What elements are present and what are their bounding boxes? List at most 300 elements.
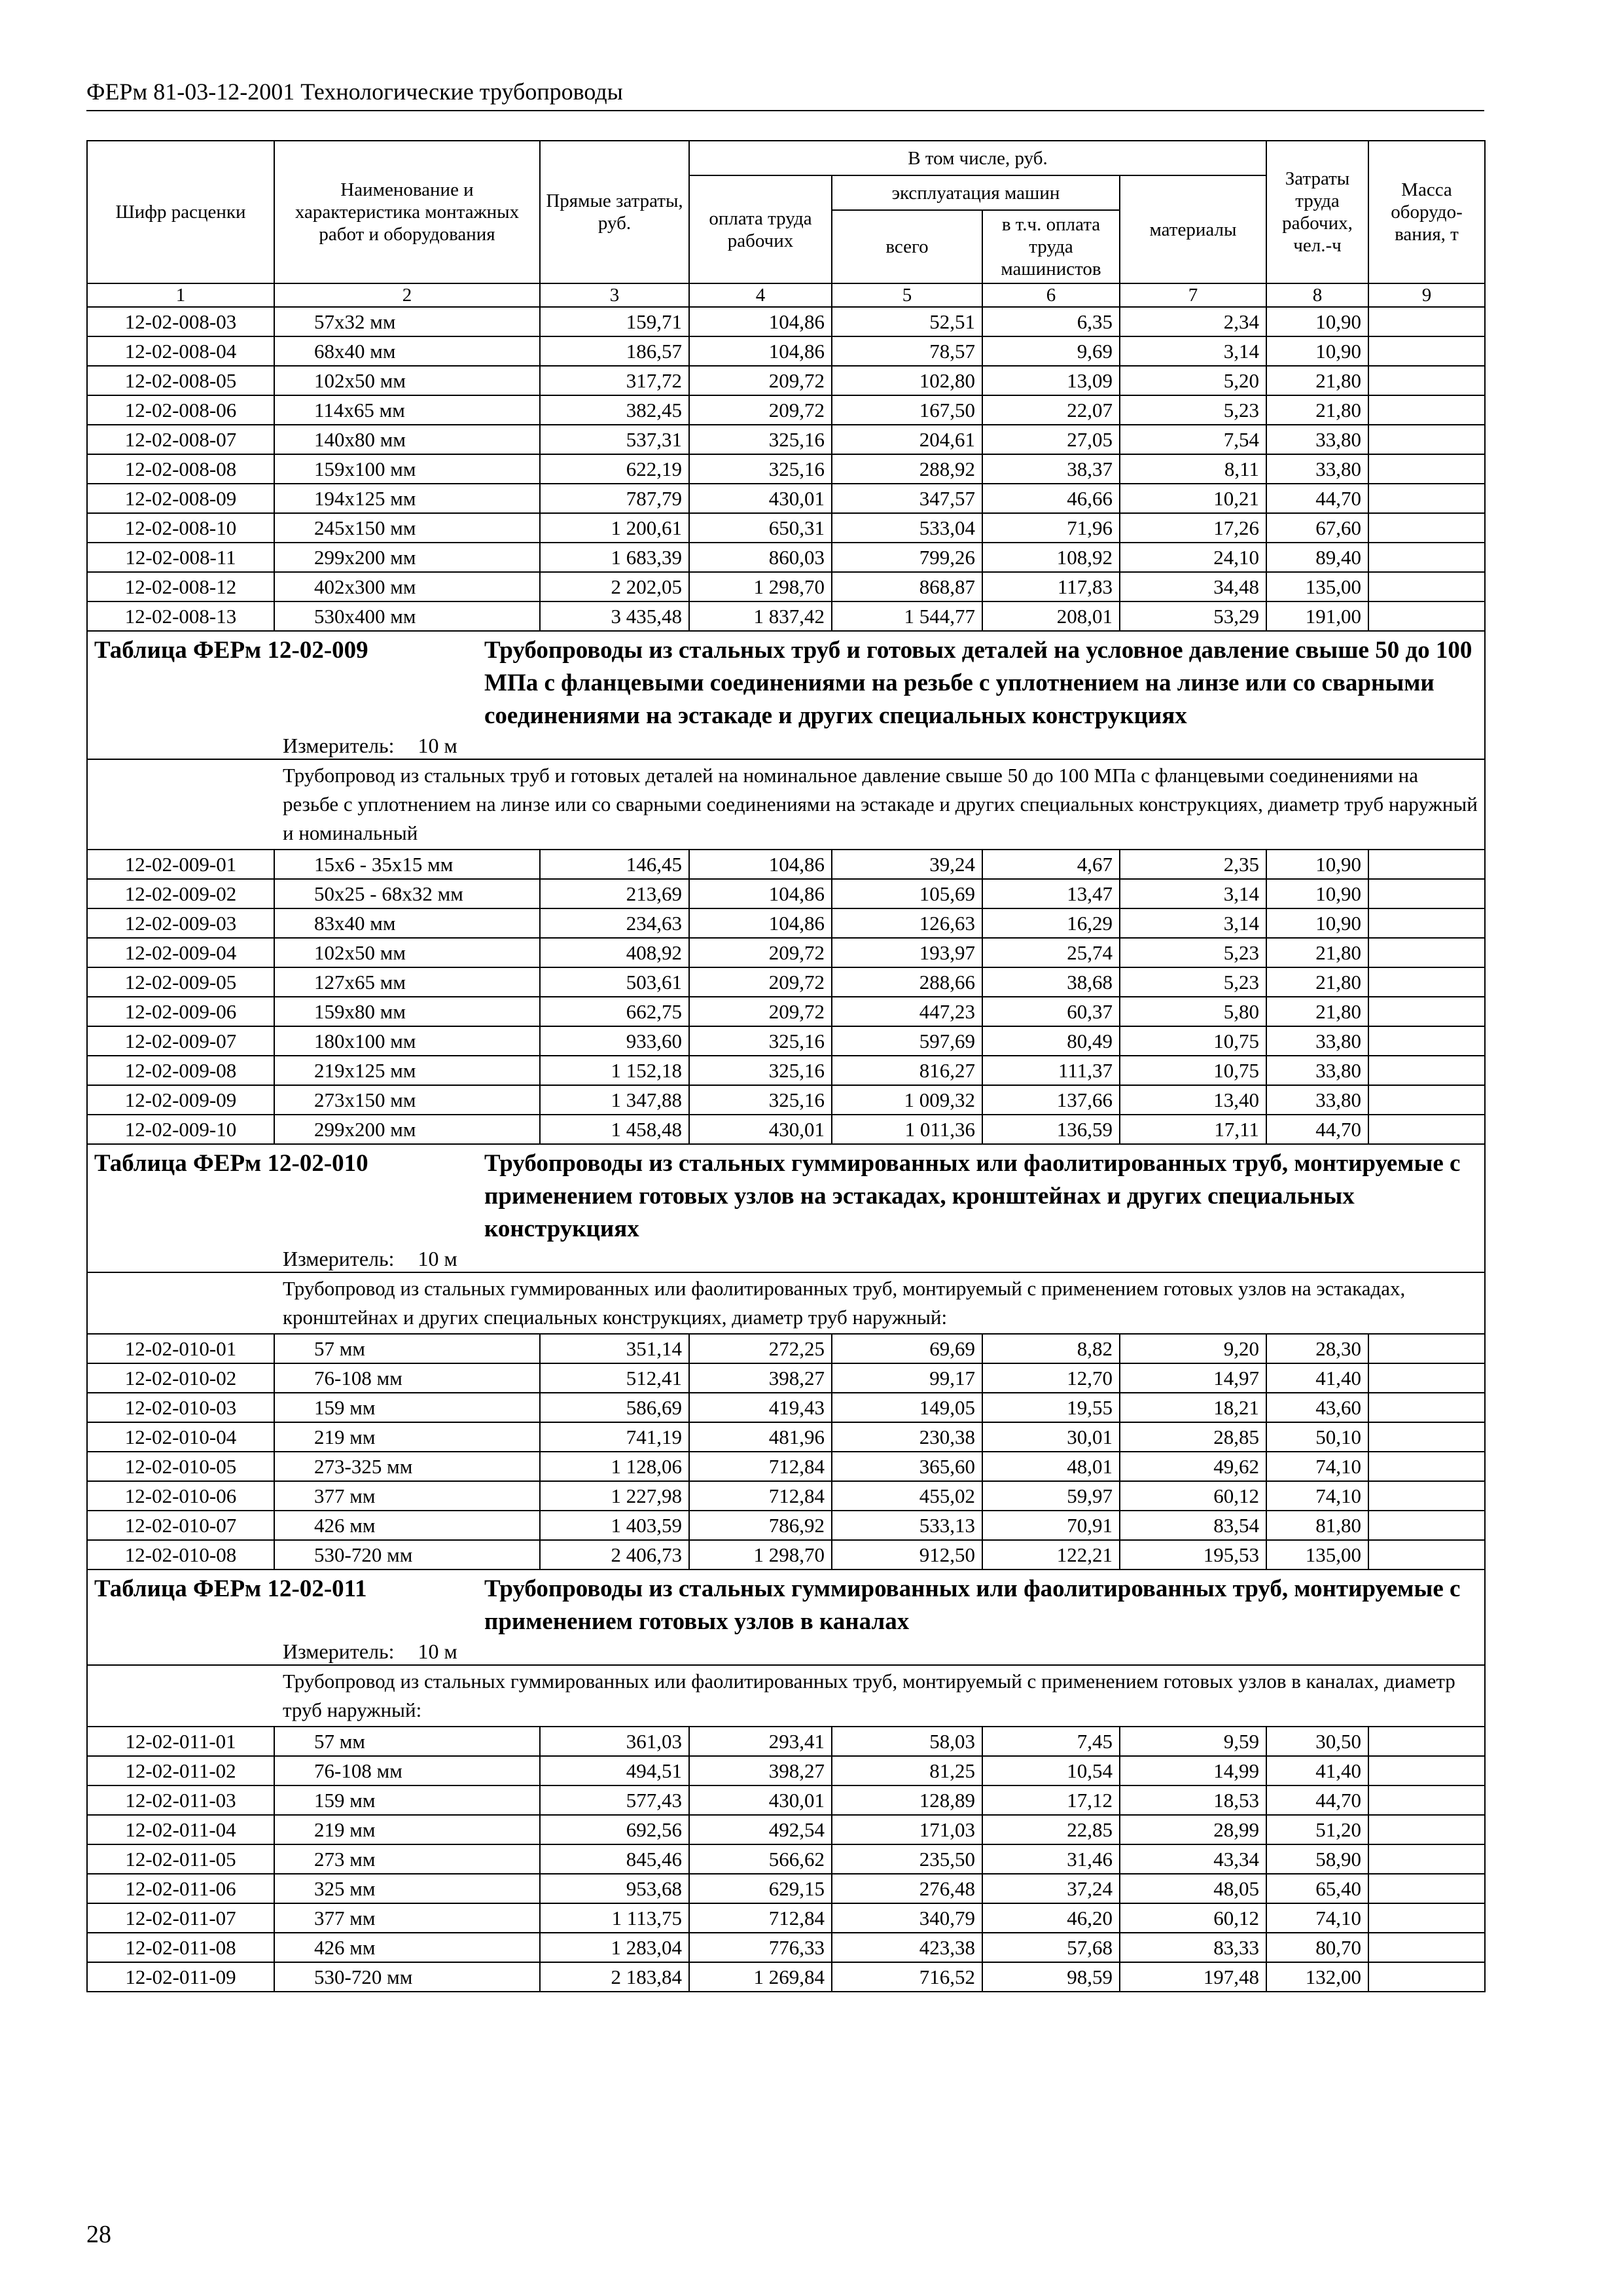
machinist-wages-cell: 60,37 xyxy=(982,997,1120,1026)
rate-code-cell: 12-02-011-09 xyxy=(87,1962,274,1992)
header-machinist-wages: в т.ч. оплата труда машинистов xyxy=(982,210,1120,283)
work-name-cell: 426 мм xyxy=(274,1511,540,1540)
materials-cell: 24,10 xyxy=(1120,543,1266,572)
section-title: Трубопроводы из стальных гуммированных или фаолитированных труб, монтируемые с применением готовых узлов в каналах xyxy=(484,1575,1461,1635)
header-including: В том числе, руб. xyxy=(689,141,1266,175)
wages-cell: 272,25 xyxy=(689,1334,832,1363)
direct-costs-cell: 361,03 xyxy=(540,1727,689,1756)
table-row xyxy=(87,938,1485,967)
equipment-mass-cell xyxy=(1368,1727,1485,1756)
table-row xyxy=(87,1815,1485,1844)
labor-hours-cell: 81,80 xyxy=(1266,1511,1368,1540)
rate-code-cell: 12-02-008-08 xyxy=(87,454,274,484)
table-body xyxy=(87,307,1485,1992)
machinist-wages-cell: 16,29 xyxy=(982,908,1120,938)
materials-cell: 34,48 xyxy=(1120,572,1266,601)
wages-cell: 209,72 xyxy=(689,938,832,967)
labor-hours-cell: 135,00 xyxy=(1266,572,1368,601)
machinist-wages-cell: 13,47 xyxy=(982,879,1120,908)
section-label: Таблица ФЕРм 12-02-011 xyxy=(94,1575,367,1602)
column-number: 1 xyxy=(87,283,274,307)
machinist-wages-cell: 38,37 xyxy=(982,454,1120,484)
section-header-row xyxy=(87,1570,1485,1665)
labor-hours-cell: 132,00 xyxy=(1266,1962,1368,1992)
direct-costs-cell: 186,57 xyxy=(540,336,689,366)
materials-cell: 10,75 xyxy=(1120,1026,1266,1056)
equipment-mass-cell xyxy=(1368,1452,1485,1481)
machines-total-cell: 1 011,36 xyxy=(832,1115,982,1144)
work-name-cell: 50x25 - 68x32 мм xyxy=(274,879,540,908)
header-materials: материалы xyxy=(1120,175,1266,283)
work-name-cell: 273x150 мм xyxy=(274,1085,540,1115)
machinist-wages-cell: 137,66 xyxy=(982,1085,1120,1115)
materials-cell: 18,21 xyxy=(1120,1393,1266,1422)
rate-code-cell: 12-02-008-10 xyxy=(87,513,274,543)
table-row xyxy=(87,336,1485,366)
table-row xyxy=(87,1962,1485,1992)
work-name-cell: 273 мм xyxy=(274,1844,540,1874)
labor-hours-cell: 135,00 xyxy=(1266,1540,1368,1570)
labor-hours-cell: 191,00 xyxy=(1266,601,1368,631)
machinist-wages-cell: 31,46 xyxy=(982,1844,1120,1874)
materials-cell: 5,23 xyxy=(1120,395,1266,425)
labor-hours-cell: 41,40 xyxy=(1266,1363,1368,1393)
wages-cell: 492,54 xyxy=(689,1815,832,1844)
column-number: 6 xyxy=(982,283,1120,307)
equipment-mass-cell xyxy=(1368,366,1485,395)
machinist-wages-cell: 70,91 xyxy=(982,1511,1120,1540)
direct-costs-cell: 787,79 xyxy=(540,484,689,513)
machinist-wages-cell: 71,96 xyxy=(982,513,1120,543)
equipment-mass-cell xyxy=(1368,425,1485,454)
direct-costs-cell: 146,45 xyxy=(540,850,689,879)
direct-costs-cell: 741,19 xyxy=(540,1422,689,1452)
wages-cell: 650,31 xyxy=(689,513,832,543)
materials-cell: 3,14 xyxy=(1120,879,1266,908)
labor-hours-cell: 43,60 xyxy=(1266,1393,1368,1422)
section-description: Трубопровод из стальных гуммированных или фаолитированных труб, монтируемый с применением готовых узлов на эстакадах, кронштейнах и других специальных конструкциях, диаметр труб наружный: xyxy=(87,1272,1485,1334)
materials-cell: 17,26 xyxy=(1120,513,1266,543)
machinist-wages-cell: 19,55 xyxy=(982,1393,1120,1422)
equipment-mass-cell xyxy=(1368,1844,1485,1874)
materials-cell: 17,11 xyxy=(1120,1115,1266,1144)
table-header xyxy=(87,141,1485,307)
table-row xyxy=(87,484,1485,513)
machines-total-cell: 69,69 xyxy=(832,1334,982,1363)
labor-hours-cell: 30,50 xyxy=(1266,1727,1368,1756)
machinist-wages-cell: 9,69 xyxy=(982,336,1120,366)
column-number: 8 xyxy=(1266,283,1368,307)
table-row xyxy=(87,1452,1485,1481)
machinist-wages-cell: 22,07 xyxy=(982,395,1120,425)
materials-cell: 5,23 xyxy=(1120,967,1266,997)
direct-costs-cell: 2 202,05 xyxy=(540,572,689,601)
equipment-mass-cell xyxy=(1368,1363,1485,1393)
labor-hours-cell: 33,80 xyxy=(1266,425,1368,454)
work-name-cell: 219 мм xyxy=(274,1815,540,1844)
direct-costs-cell: 1 403,59 xyxy=(540,1511,689,1540)
machinist-wages-cell: 208,01 xyxy=(982,601,1120,631)
machinist-wages-cell: 6,35 xyxy=(982,307,1120,336)
labor-hours-cell: 33,80 xyxy=(1266,1085,1368,1115)
wages-cell: 1 269,84 xyxy=(689,1962,832,1992)
table-row xyxy=(87,1085,1485,1115)
rate-code-cell: 12-02-010-08 xyxy=(87,1540,274,1570)
machinist-wages-cell: 108,92 xyxy=(982,543,1120,572)
table-row xyxy=(87,366,1485,395)
equipment-mass-cell xyxy=(1368,543,1485,572)
labor-hours-cell: 21,80 xyxy=(1266,967,1368,997)
work-name-cell: 159 мм xyxy=(274,1785,540,1815)
machinist-wages-cell: 57,68 xyxy=(982,1933,1120,1962)
table-row xyxy=(87,1844,1485,1874)
wages-cell: 1 298,70 xyxy=(689,572,832,601)
machines-total-cell: 447,23 xyxy=(832,997,982,1026)
section-description: Трубопровод из стальных труб и готовых деталей на номинальное давление свыше 50 до 100 МПа с фланцевыми соединениями на резьбе с уплотнением на линзе или со сварными соединениями на эстакаде и других специальных конструкциях, диаметр труб наружный и номинальный xyxy=(87,759,1485,850)
machines-total-cell: 78,57 xyxy=(832,336,982,366)
materials-cell: 10,21 xyxy=(1120,484,1266,513)
labor-hours-cell: 89,40 xyxy=(1266,543,1368,572)
section-label: Таблица ФЕРм 12-02-010 xyxy=(94,1150,368,1177)
section-description-row xyxy=(87,1272,1485,1334)
work-name-cell: 219 мм xyxy=(274,1422,540,1452)
section-description-row xyxy=(87,1665,1485,1727)
equipment-mass-cell xyxy=(1368,336,1485,366)
materials-cell: 3,14 xyxy=(1120,908,1266,938)
table-row xyxy=(87,572,1485,601)
labor-hours-cell: 44,70 xyxy=(1266,1115,1368,1144)
wages-cell: 104,86 xyxy=(689,307,832,336)
meter-label: Измеритель: xyxy=(283,734,395,757)
meter-value: 10 м xyxy=(418,1640,457,1663)
materials-cell: 3,14 xyxy=(1120,336,1266,366)
rate-code-cell: 12-02-008-03 xyxy=(87,307,274,336)
column-number: 9 xyxy=(1368,283,1485,307)
labor-hours-cell: 58,90 xyxy=(1266,1844,1368,1874)
table-row xyxy=(87,1481,1485,1511)
direct-costs-cell: 494,51 xyxy=(540,1756,689,1785)
header-machines-total: всего xyxy=(832,210,982,283)
wages-cell: 209,72 xyxy=(689,395,832,425)
machinist-wages-cell: 10,54 xyxy=(982,1756,1120,1785)
rates-table xyxy=(86,140,1486,1992)
header-name: Наименование и характеристика монтажных работ и оборудования xyxy=(274,141,540,283)
equipment-mass-cell xyxy=(1368,1026,1485,1056)
equipment-mass-cell xyxy=(1368,938,1485,967)
labor-hours-cell: 21,80 xyxy=(1266,395,1368,425)
wages-cell: 712,84 xyxy=(689,1903,832,1933)
labor-hours-cell: 10,90 xyxy=(1266,908,1368,938)
table-row xyxy=(87,1334,1485,1363)
section-meter xyxy=(94,1246,1478,1272)
direct-costs-cell: 512,41 xyxy=(540,1363,689,1393)
machines-total-cell: 816,27 xyxy=(832,1056,982,1085)
direct-costs-cell: 1 152,18 xyxy=(540,1056,689,1085)
work-name-cell: 426 мм xyxy=(274,1933,540,1962)
labor-hours-cell: 21,80 xyxy=(1266,366,1368,395)
machines-total-cell: 799,26 xyxy=(832,543,982,572)
table-row xyxy=(87,1933,1485,1962)
wages-cell: 629,15 xyxy=(689,1874,832,1903)
materials-cell: 60,12 xyxy=(1120,1481,1266,1511)
labor-hours-cell: 33,80 xyxy=(1266,1026,1368,1056)
header-wages: оплата труда рабочих xyxy=(689,175,832,283)
rate-code-cell: 12-02-011-07 xyxy=(87,1903,274,1933)
work-name-cell: 530-720 мм xyxy=(274,1962,540,1992)
meter-label: Измеритель: xyxy=(283,1640,395,1663)
work-name-cell: 15x6 - 35x15 мм xyxy=(274,850,540,879)
machinist-wages-cell: 38,68 xyxy=(982,967,1120,997)
table-row xyxy=(87,1393,1485,1422)
document-header: ФЕРм 81-03-12-2001 Технологические трубопроводы xyxy=(86,77,1484,111)
page-number: 28 xyxy=(86,2221,111,2248)
machines-total-cell: 288,92 xyxy=(832,454,982,484)
section-description: Трубопровод из стальных гуммированных или фаолитированных труб, монтируемый с применением готовых узлов в каналах, диаметр труб наружный: xyxy=(87,1665,1485,1727)
direct-costs-cell: 159,71 xyxy=(540,307,689,336)
table-row xyxy=(87,425,1485,454)
table-row xyxy=(87,1511,1485,1540)
labor-hours-cell: 10,90 xyxy=(1266,850,1368,879)
labor-hours-cell: 10,90 xyxy=(1266,336,1368,366)
direct-costs-cell: 234,63 xyxy=(540,908,689,938)
equipment-mass-cell xyxy=(1368,572,1485,601)
header-mass: Масса оборудо-вания, т xyxy=(1368,141,1485,283)
machinist-wages-cell: 22,85 xyxy=(982,1815,1120,1844)
wages-cell: 430,01 xyxy=(689,484,832,513)
table-row xyxy=(87,1785,1485,1815)
rate-code-cell: 12-02-009-04 xyxy=(87,938,274,967)
wages-cell: 325,16 xyxy=(689,425,832,454)
direct-costs-cell: 1 283,04 xyxy=(540,1933,689,1962)
rate-code-cell: 12-02-011-01 xyxy=(87,1727,274,1756)
machines-total-cell: 58,03 xyxy=(832,1727,982,1756)
wages-cell: 104,86 xyxy=(689,908,832,938)
machines-total-cell: 533,04 xyxy=(832,513,982,543)
machines-total-cell: 128,89 xyxy=(832,1785,982,1815)
section-meter xyxy=(94,732,1478,759)
labor-hours-cell: 51,20 xyxy=(1266,1815,1368,1844)
labor-hours-cell: 28,30 xyxy=(1266,1334,1368,1363)
work-name-cell: 180x100 мм xyxy=(274,1026,540,1056)
equipment-mass-cell xyxy=(1368,850,1485,879)
section-header-row xyxy=(87,1144,1485,1272)
materials-cell: 5,20 xyxy=(1120,366,1266,395)
machinist-wages-cell: 25,74 xyxy=(982,938,1120,967)
materials-cell: 5,23 xyxy=(1120,938,1266,967)
table-row xyxy=(87,1874,1485,1903)
wages-cell: 209,72 xyxy=(689,997,832,1026)
work-name-cell: 127x65 мм xyxy=(274,967,540,997)
section-title: Трубопроводы из стальных труб и готовых деталей на условное давление свыше 50 до 100 МПа с фланцевыми соединениями на резьбе с уплотнением на линзе или со сварными соединениями на эстакаде и других специальных конструкциях xyxy=(484,637,1472,729)
rate-code-cell: 12-02-008-12 xyxy=(87,572,274,601)
work-name-cell: 102x50 мм xyxy=(274,938,540,967)
table-row xyxy=(87,1056,1485,1085)
machinist-wages-cell: 80,49 xyxy=(982,1026,1120,1056)
materials-cell: 60,12 xyxy=(1120,1903,1266,1933)
wages-cell: 209,72 xyxy=(689,967,832,997)
machines-total-cell: 340,79 xyxy=(832,1903,982,1933)
direct-costs-cell: 1 347,88 xyxy=(540,1085,689,1115)
section-header xyxy=(87,631,1485,759)
materials-cell: 14,99 xyxy=(1120,1756,1266,1785)
column-number: 7 xyxy=(1120,283,1266,307)
work-name-cell: 76-108 мм xyxy=(274,1363,540,1393)
materials-cell: 13,40 xyxy=(1120,1085,1266,1115)
equipment-mass-cell xyxy=(1368,1785,1485,1815)
table-row xyxy=(87,1540,1485,1570)
wages-cell: 325,16 xyxy=(689,1085,832,1115)
equipment-mass-cell xyxy=(1368,1874,1485,1903)
machines-total-cell: 204,61 xyxy=(832,425,982,454)
work-name-cell: 325 мм xyxy=(274,1874,540,1903)
rate-code-cell: 12-02-010-05 xyxy=(87,1452,274,1481)
table-row xyxy=(87,879,1485,908)
machinist-wages-cell: 111,37 xyxy=(982,1056,1120,1085)
equipment-mass-cell xyxy=(1368,395,1485,425)
table-row xyxy=(87,850,1485,879)
work-name-cell: 299x200 мм xyxy=(274,1115,540,1144)
work-name-cell: 159x100 мм xyxy=(274,454,540,484)
materials-cell: 9,20 xyxy=(1120,1334,1266,1363)
materials-cell: 53,29 xyxy=(1120,601,1266,631)
wages-cell: 325,16 xyxy=(689,454,832,484)
materials-cell: 9,59 xyxy=(1120,1727,1266,1756)
work-name-cell: 102x50 мм xyxy=(274,366,540,395)
labor-hours-cell: 67,60 xyxy=(1266,513,1368,543)
machines-total-cell: 81,25 xyxy=(832,1756,982,1785)
materials-cell: 83,33 xyxy=(1120,1933,1266,1962)
labor-hours-cell: 80,70 xyxy=(1266,1933,1368,1962)
wages-cell: 712,84 xyxy=(689,1452,832,1481)
table-row xyxy=(87,908,1485,938)
machines-total-cell: 1 009,32 xyxy=(832,1085,982,1115)
direct-costs-cell: 503,61 xyxy=(540,967,689,997)
machines-total-cell: 423,38 xyxy=(832,1933,982,1962)
labor-hours-cell: 44,70 xyxy=(1266,1785,1368,1815)
equipment-mass-cell xyxy=(1368,454,1485,484)
machines-total-cell: 912,50 xyxy=(832,1540,982,1570)
rate-code-cell: 12-02-010-06 xyxy=(87,1481,274,1511)
labor-hours-cell: 50,10 xyxy=(1266,1422,1368,1452)
column-number-row xyxy=(87,283,1485,307)
wages-cell: 776,33 xyxy=(689,1933,832,1962)
machines-total-cell: 597,69 xyxy=(832,1026,982,1056)
work-name-cell: 273-325 мм xyxy=(274,1452,540,1481)
materials-cell: 8,11 xyxy=(1120,454,1266,484)
section-header xyxy=(87,1144,1485,1272)
rate-code-cell: 12-02-011-06 xyxy=(87,1874,274,1903)
labor-hours-cell: 33,80 xyxy=(1266,454,1368,484)
section-title: Трубопроводы из стальных гуммированных или фаолитированных труб, монтируемые с применением готовых узлов на эстакадах, кронштейнах и других специальных конструкциях xyxy=(484,1150,1461,1242)
rate-code-cell: 12-02-011-04 xyxy=(87,1815,274,1844)
direct-costs-cell: 1 227,98 xyxy=(540,1481,689,1511)
table-row xyxy=(87,967,1485,997)
work-name-cell: 159 мм xyxy=(274,1393,540,1422)
direct-costs-cell: 933,60 xyxy=(540,1026,689,1056)
work-name-cell: 57x32 мм xyxy=(274,307,540,336)
table-row xyxy=(87,454,1485,484)
machinist-wages-cell: 59,97 xyxy=(982,1481,1120,1511)
machines-total-cell: 288,66 xyxy=(832,967,982,997)
rate-code-cell: 12-02-009-10 xyxy=(87,1115,274,1144)
equipment-mass-cell xyxy=(1368,513,1485,543)
equipment-mass-cell xyxy=(1368,997,1485,1026)
machinist-wages-cell: 4,67 xyxy=(982,850,1120,879)
work-name-cell: 245x150 мм xyxy=(274,513,540,543)
rate-code-cell: 12-02-010-01 xyxy=(87,1334,274,1363)
table-row xyxy=(87,395,1485,425)
equipment-mass-cell xyxy=(1368,1903,1485,1933)
section-meter xyxy=(94,1638,1478,1664)
table-row xyxy=(87,1115,1485,1144)
machinist-wages-cell: 13,09 xyxy=(982,366,1120,395)
direct-costs-cell: 1 113,75 xyxy=(540,1903,689,1933)
materials-cell: 28,85 xyxy=(1120,1422,1266,1452)
column-number: 4 xyxy=(689,283,832,307)
work-name-cell: 402x300 мм xyxy=(274,572,540,601)
rate-code-cell: 12-02-009-05 xyxy=(87,967,274,997)
direct-costs-cell: 2 406,73 xyxy=(540,1540,689,1570)
machinist-wages-cell: 48,01 xyxy=(982,1452,1120,1481)
rate-code-cell: 12-02-008-07 xyxy=(87,425,274,454)
direct-costs-cell: 213,69 xyxy=(540,879,689,908)
machinist-wages-cell: 46,66 xyxy=(982,484,1120,513)
equipment-mass-cell xyxy=(1368,1933,1485,1962)
table-row xyxy=(87,1422,1485,1452)
direct-costs-cell: 662,75 xyxy=(540,997,689,1026)
equipment-mass-cell xyxy=(1368,1481,1485,1511)
equipment-mass-cell xyxy=(1368,967,1485,997)
section-header xyxy=(87,1570,1485,1665)
column-number: 5 xyxy=(832,283,982,307)
labor-hours-cell: 74,10 xyxy=(1266,1903,1368,1933)
direct-costs-cell: 3 435,48 xyxy=(540,601,689,631)
materials-cell: 197,48 xyxy=(1120,1962,1266,1992)
equipment-mass-cell xyxy=(1368,1540,1485,1570)
materials-cell: 48,05 xyxy=(1120,1874,1266,1903)
machines-total-cell: 171,03 xyxy=(832,1815,982,1844)
wages-cell: 325,16 xyxy=(689,1056,832,1085)
machines-total-cell: 149,05 xyxy=(832,1393,982,1422)
machines-total-cell: 276,48 xyxy=(832,1874,982,1903)
machines-total-cell: 39,24 xyxy=(832,850,982,879)
machinist-wages-cell: 7,45 xyxy=(982,1727,1120,1756)
wages-cell: 419,43 xyxy=(689,1393,832,1422)
direct-costs-cell: 586,69 xyxy=(540,1393,689,1422)
wages-cell: 293,41 xyxy=(689,1727,832,1756)
work-name-cell: 57 мм xyxy=(274,1334,540,1363)
rate-code-cell: 12-02-009-09 xyxy=(87,1085,274,1115)
header-labor: Затраты труда рабочих, чел.-ч xyxy=(1266,141,1368,283)
meter-value: 10 м xyxy=(418,1247,457,1270)
direct-costs-cell: 1 458,48 xyxy=(540,1115,689,1144)
table-row xyxy=(87,1363,1485,1393)
direct-costs-cell: 692,56 xyxy=(540,1815,689,1844)
rate-code-cell: 12-02-010-07 xyxy=(87,1511,274,1540)
materials-cell: 7,54 xyxy=(1120,425,1266,454)
table-row xyxy=(87,1756,1485,1785)
work-name-cell: 194x125 мм xyxy=(274,484,540,513)
direct-costs-cell: 408,92 xyxy=(540,938,689,967)
wages-cell: 104,86 xyxy=(689,336,832,366)
materials-cell: 14,97 xyxy=(1120,1363,1266,1393)
materials-cell: 18,53 xyxy=(1120,1785,1266,1815)
direct-costs-cell: 1 128,06 xyxy=(540,1452,689,1481)
work-name-cell: 57 мм xyxy=(274,1727,540,1756)
work-name-cell: 377 мм xyxy=(274,1903,540,1933)
equipment-mass-cell xyxy=(1368,879,1485,908)
wages-cell: 712,84 xyxy=(689,1481,832,1511)
